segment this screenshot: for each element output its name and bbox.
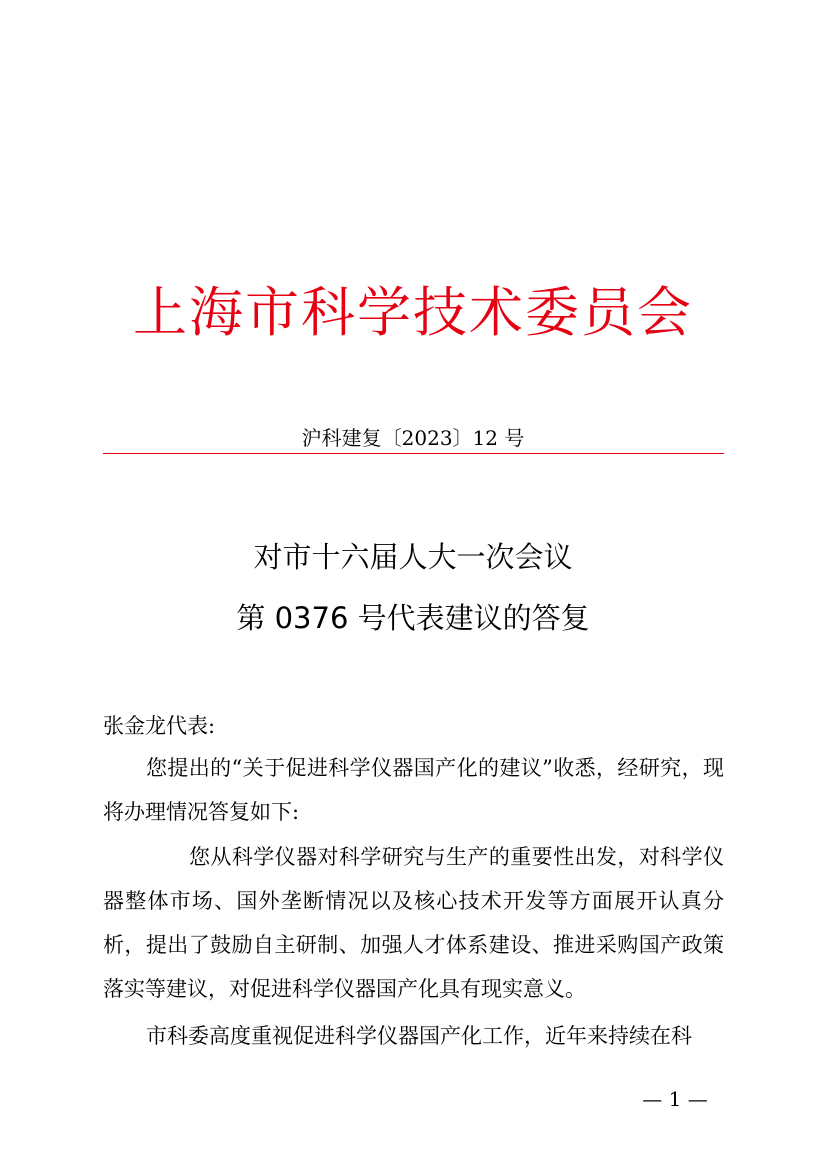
salutation: 张金龙代表:: [103, 714, 216, 738]
body-paragraph-2: 您从科学仪器对科学研究与生产的重要性出发，对科学仪器整体市场、国外垄断情况以及核心技术开发等方面展开认真分析，提出了鼓励自主研制、加强人才体系建设、推进采购国产政策落实等建议，对促进科学仪器国产化具有现实意义。: [103, 845, 724, 1001]
reply-title-line-1: 对市十六届人大一次会议: [253, 540, 573, 574]
red-divider-rule: [103, 453, 724, 454]
body-paragraph-3: 市科委高度重视促进科学仪器国产化工作，近年来持续在科: [146, 1024, 692, 1048]
page-number: — 1 —: [642, 1087, 708, 1111]
body-paragraph-1: 您提出的“关于促进科学仪器国产化的建议”收悉，经研究，现将办理情况答复如下:: [103, 756, 724, 824]
masthead-title: 上海市科学技术委员会: [133, 281, 693, 344]
document-number: 沪科建复〔2023〕12 号: [301, 426, 525, 450]
reply-title-line-2: 第 0376 号代表建议的答复: [236, 601, 590, 635]
